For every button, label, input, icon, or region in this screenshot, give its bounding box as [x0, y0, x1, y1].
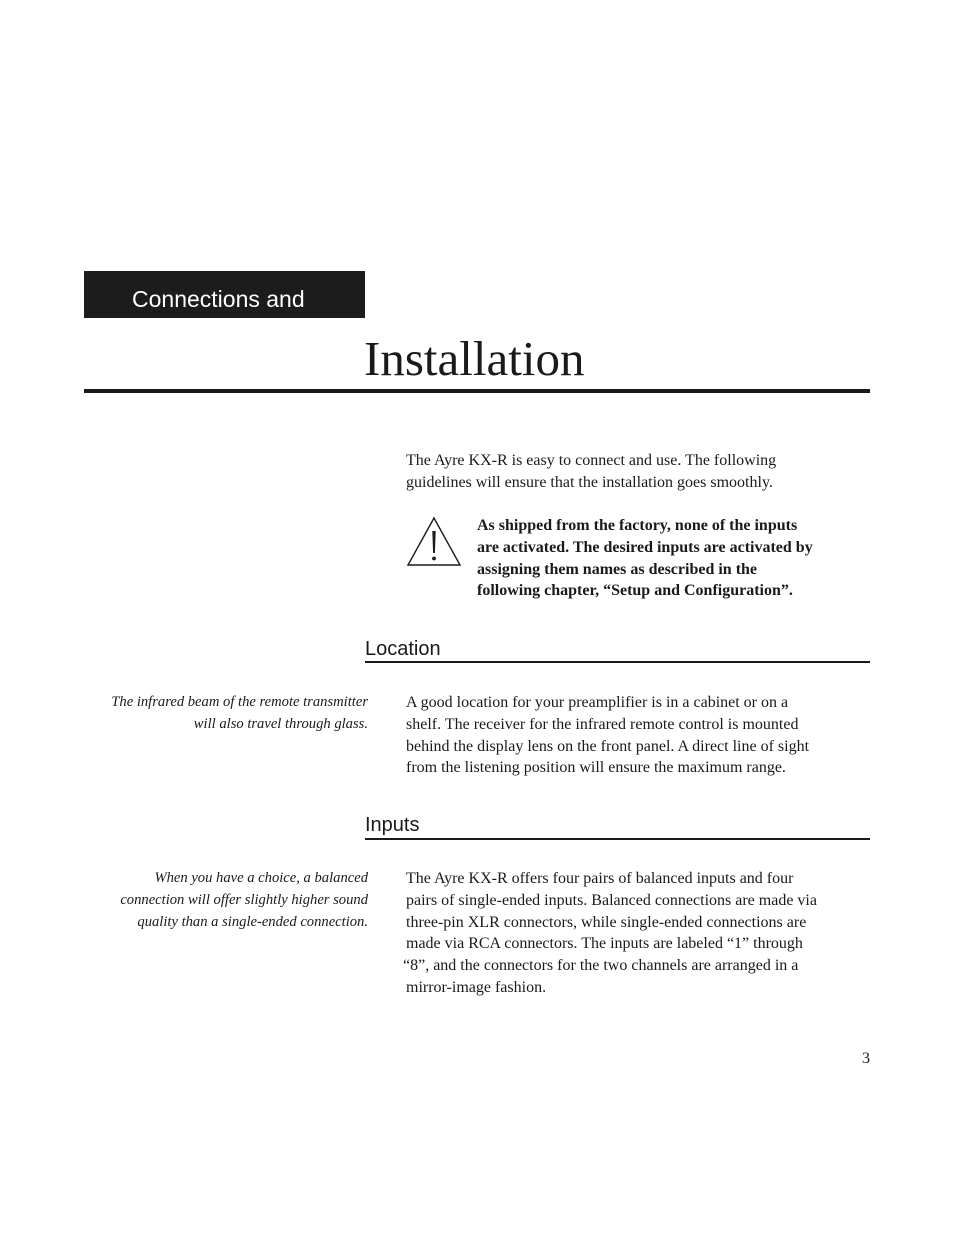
- location-paragraph: [406, 692, 870, 779]
- text-line: from the listening position will ensure the maximum range.: [406, 759, 786, 777]
- text-line: will also travel through glass.: [193, 716, 368, 732]
- text-line: pairs of single-ended inputs. Balanced connections are made via: [406, 891, 817, 909]
- warning-triangle-icon: [406, 516, 462, 568]
- text-line: following chapter, “Setup and Configuration”.: [477, 582, 793, 600]
- margin-note-inputs: [84, 867, 368, 933]
- inputs-paragraph: [403, 868, 870, 999]
- text-line: behind the display lens on the front panel. A direct line of sight: [406, 737, 810, 755]
- text-line: guidelines will ensure that the installation goes smoothly.: [406, 473, 773, 491]
- page-number: 3: [862, 1050, 870, 1067]
- text-line: shelf. The receiver for the infrared remote control is mounted: [406, 715, 799, 733]
- chapter-tab: Connections and: [84, 271, 365, 318]
- text-line: are activated. The desired inputs are activated by: [477, 538, 813, 556]
- section-rule: [365, 838, 870, 840]
- intro-paragraph: [406, 450, 870, 494]
- warning-note: [477, 515, 870, 602]
- text-line: As shipped from the factory, none of the inputs: [477, 517, 798, 534]
- text-line: The infrared beam of the remote transmitter: [111, 694, 368, 710]
- text-line: connection will offer slightly higher sound: [120, 892, 368, 908]
- text-line: The Ayre KX-R offers four pairs of balanced inputs and four: [406, 870, 794, 887]
- chapter-title: Installation: [364, 331, 585, 386]
- text-line: The Ayre KX-R is easy to connect and use. The following: [406, 452, 777, 469]
- title-rule: [84, 389, 870, 393]
- section-heading-inputs: Inputs: [365, 814, 420, 836]
- text-line: “8”, and the connectors for the two channels are arranged in a: [403, 957, 799, 975]
- text-line: made via RCA connectors. The inputs are labeled “1” through: [406, 935, 803, 953]
- text-line: three-pin XLR connectors, while single-ended connections are: [406, 913, 807, 931]
- text-line: assigning them names as described in the: [477, 560, 758, 578]
- section-rule: [365, 661, 870, 663]
- text-line: When you have a choice, a balanced: [154, 870, 368, 886]
- margin-note-location: [84, 691, 368, 735]
- text-line: quality than a single-ended connection.: [137, 914, 368, 930]
- section-heading-location: Location: [365, 638, 441, 660]
- text-line: A good location for your preamplifier is in a cabinet or on a: [406, 694, 789, 711]
- text-line: mirror-image fashion.: [406, 978, 547, 996]
